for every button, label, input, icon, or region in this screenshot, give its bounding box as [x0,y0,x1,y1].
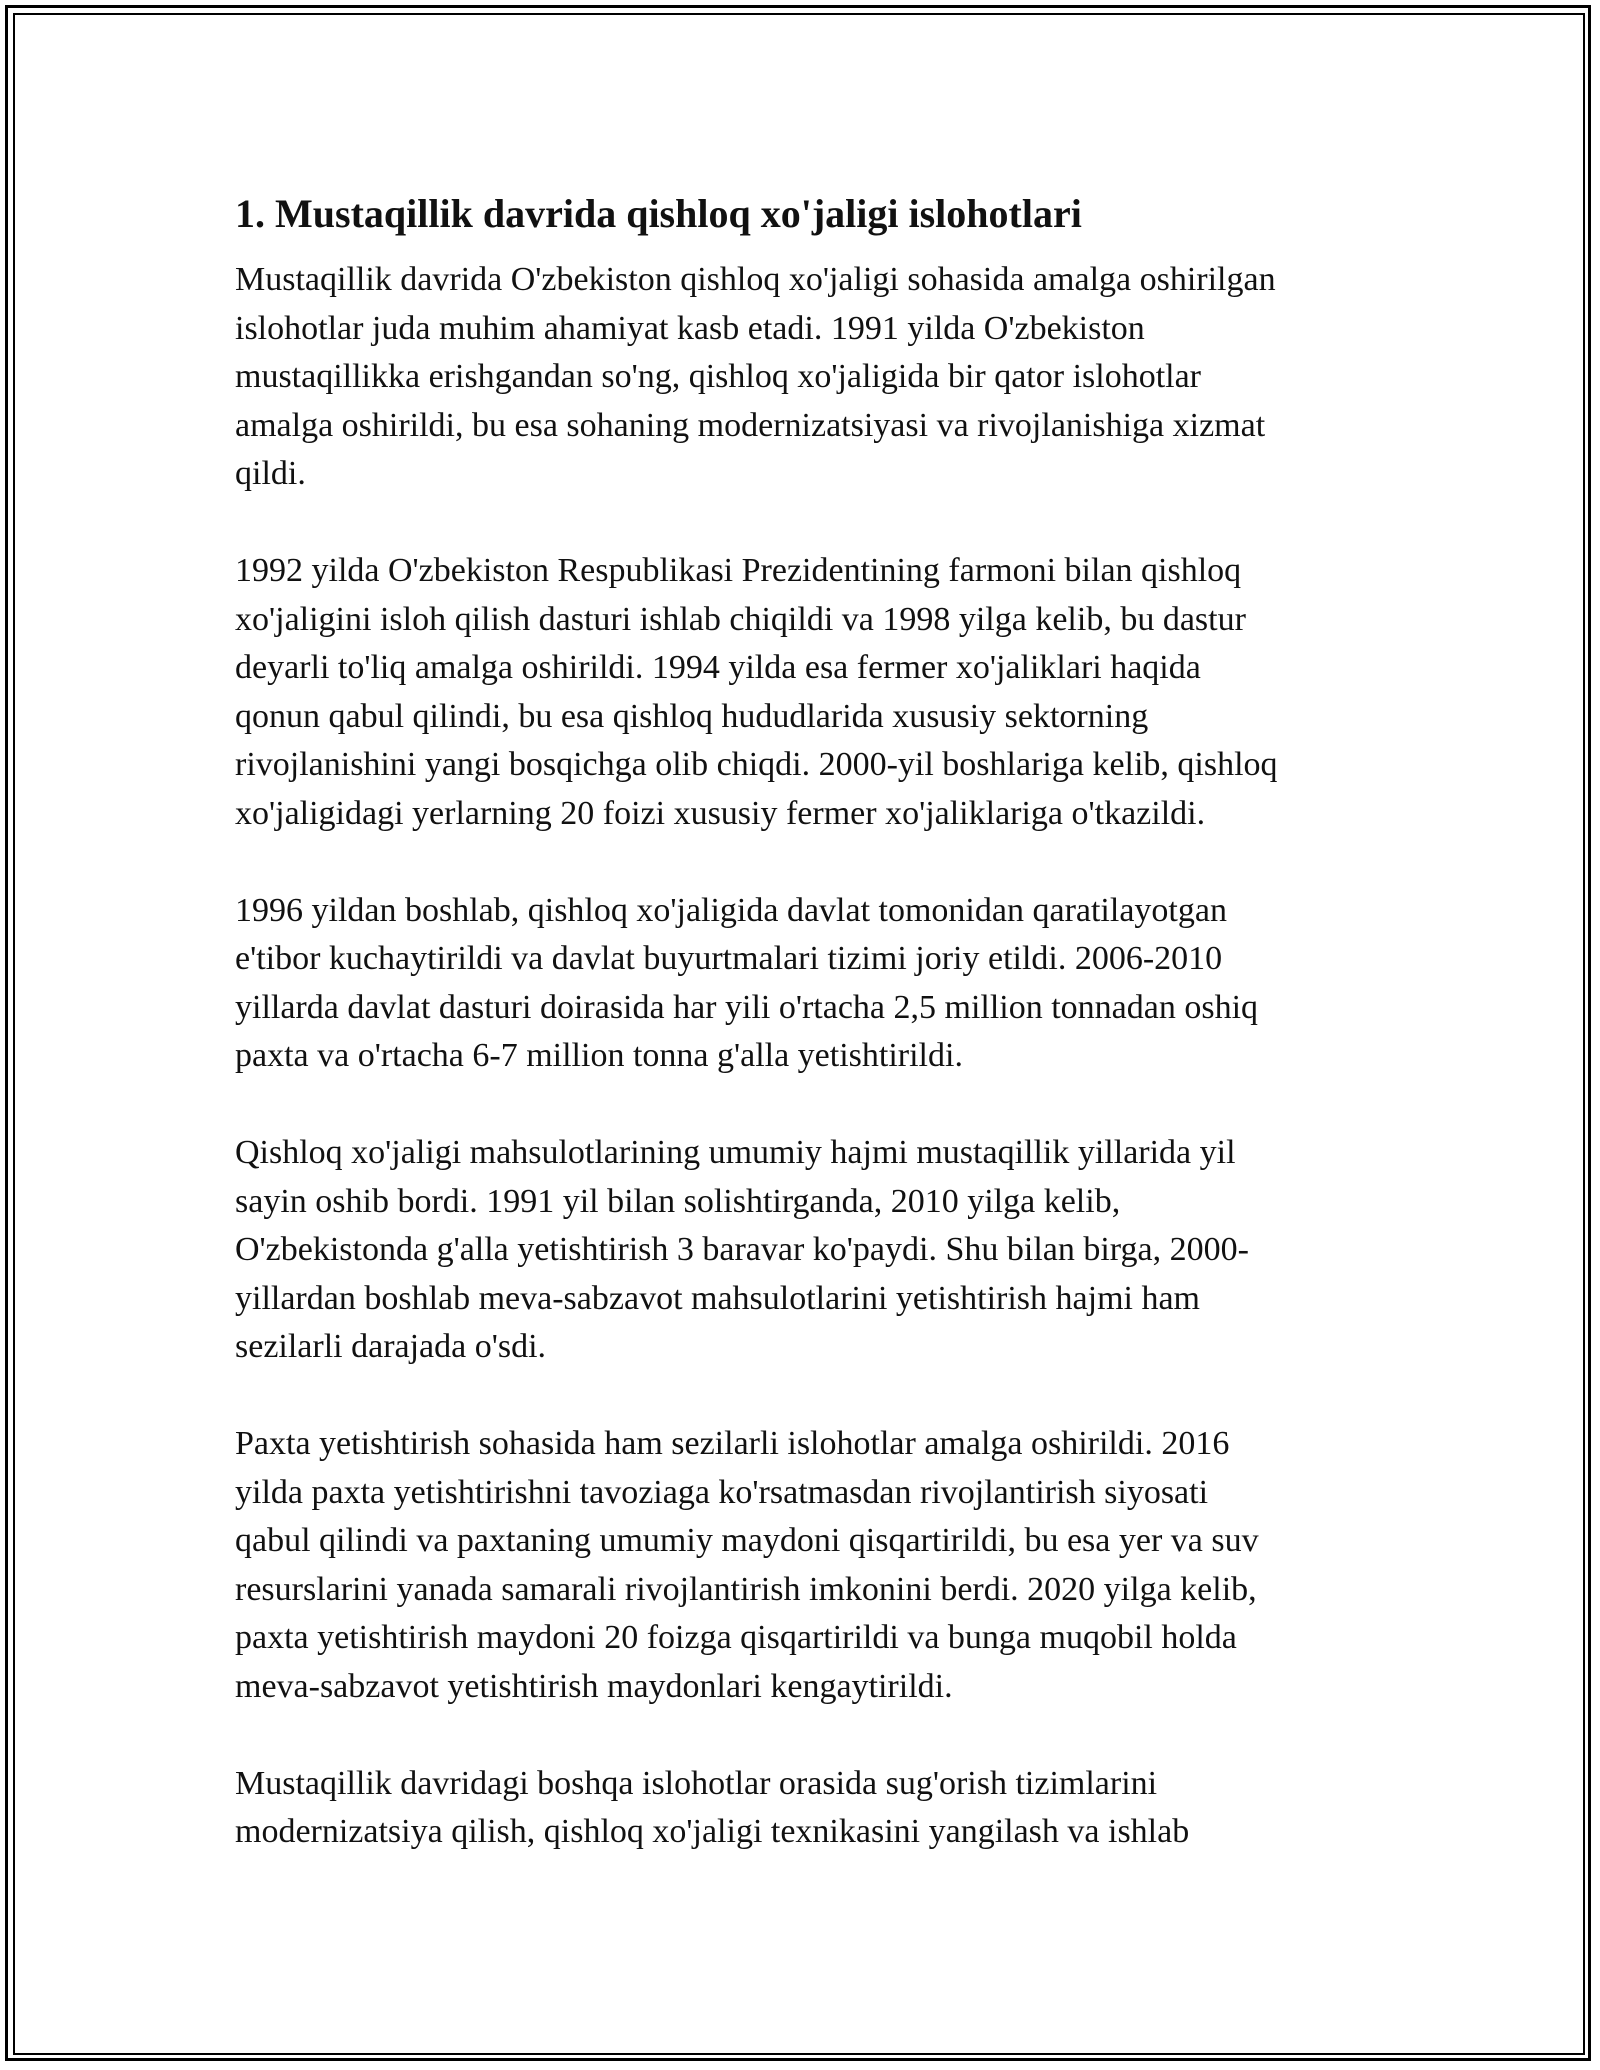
text-line: Mustaqillik davrida O'zbekiston qishloq xo'jaligi sohasida amalga oshirilgan [235,261,1276,298]
text-line: O'zbekistonda g'alla yetishtirish 3 baravar ko'paydi. Shu bilan birga, 2000- [235,1231,1249,1268]
text-line: islohotlar juda muhim ahamiyat kasb etadi. 1991 yilda O'zbekiston [235,309,1145,347]
document-body [235,186,1375,1905]
text-line: e'tibor kuchaytirildi va davlat buyurtmalari tizimi joriy etildi. 2006-2010 [235,940,1223,977]
text-line: xo'jaligini isloh qilish dasturi ishlab chiqildi va 1998 yilga kelib, bu dastur [235,600,1246,638]
text-line: xo'jaligidagi yerlarning 20 foizi xususiy fermer xo'jaliklariga o'tkazildi. [235,794,1206,832]
paragraph-1 [235,256,1375,499]
paragraph-3 [235,887,1375,1081]
text-line: yillardan boshlab meva-sabzavot mahsulotlarini yetishtirish hajmi ham [235,1279,1200,1317]
paragraph-4 [235,1129,1375,1372]
text-line: qabul qilindi va paxtaning umumiy maydoni qisqartirildi, bu esa yer va suv [235,1522,1259,1559]
text-line: yilda paxta yetishtirishni tavoziaga ko'rsatmasdan rivojlantirish siyosati [235,1473,1209,1511]
text-line: modernizatsiya qilish, qishloq xo'jaligi texnikasini yangilash va ishlab [235,1813,1190,1850]
text-line: paxta yetishtirish maydoni 20 foizga qisqartirildi va bunga muqobil holda [235,1619,1237,1656]
text-line: amalga oshirildi, bu esa sohaning modernizatsiyasi va rivojlanishiga xizmat [235,406,1266,444]
text-line: meva-sabzavot yetishtirish maydonlari kengaytirildi. [235,1667,953,1705]
paragraph-2 [235,547,1375,838]
paragraph-6 [235,1760,1375,1857]
text-line: deyarli to'liq amalga oshirildi. 1994 yilda esa fermer xo'jaliklari haqida [235,649,1201,686]
paragraph-5 [235,1420,1375,1711]
text-line: Paxta yetishtirish sohasida ham sezilarli islohotlar amalga oshirildi. 2016 [235,1425,1230,1462]
text-line: resurslarini yanada samarali rivojlantirish imkonini berdi. 2020 yilga kelib, [235,1570,1257,1608]
section-heading: 1. Mustaqillik davrida qishloq xo'jaligi islohotlari [235,191,1082,236]
text-line: yillarda davlat dasturi doirasida har yili o'rtacha 2,5 million tonnadan oshiq [235,988,1259,1026]
text-line: rivojlanishini yangi bosqichga olib chiqdi. 2000-yil boshlariga kelib, qishloq [235,746,1278,783]
text-line: Mustaqillik davridagi boshqa islohotlar orasida sug'orish tizimlarini [235,1764,1158,1802]
text-line: sezilarli darajada o'sdi. [235,1328,547,1365]
text-line: qonun qabul qilindi, bu esa qishloq hududlarida xususiy sektorning [235,697,1149,735]
text-line: Qishloq xo'jaligi mahsulotlarining umumiy hajmi mustaqillik yillarida yil [235,1134,1236,1171]
text-line: sayin oshib bordi. 1991 yil bilan solishtirganda, 2010 yilga kelib, [235,1182,1121,1220]
text-line: mustaqillikka erishgandan so'ng, qishloq xo'jaligida bir qator islohotlar [235,358,1201,395]
text-line: 1992 yilda O'zbekiston Respublikasi Prezidentining farmoni bilan qishloq [235,552,1242,589]
text-line: qildi. [235,455,306,492]
text-line: 1996 yildan boshlab, qishloq xo'jaligida davlat tomonidan qaratilayotgan [235,891,1227,929]
text-line: paxta va o'rtacha 6-7 million tonna g'alla yetishtirildi. [235,1037,963,1074]
